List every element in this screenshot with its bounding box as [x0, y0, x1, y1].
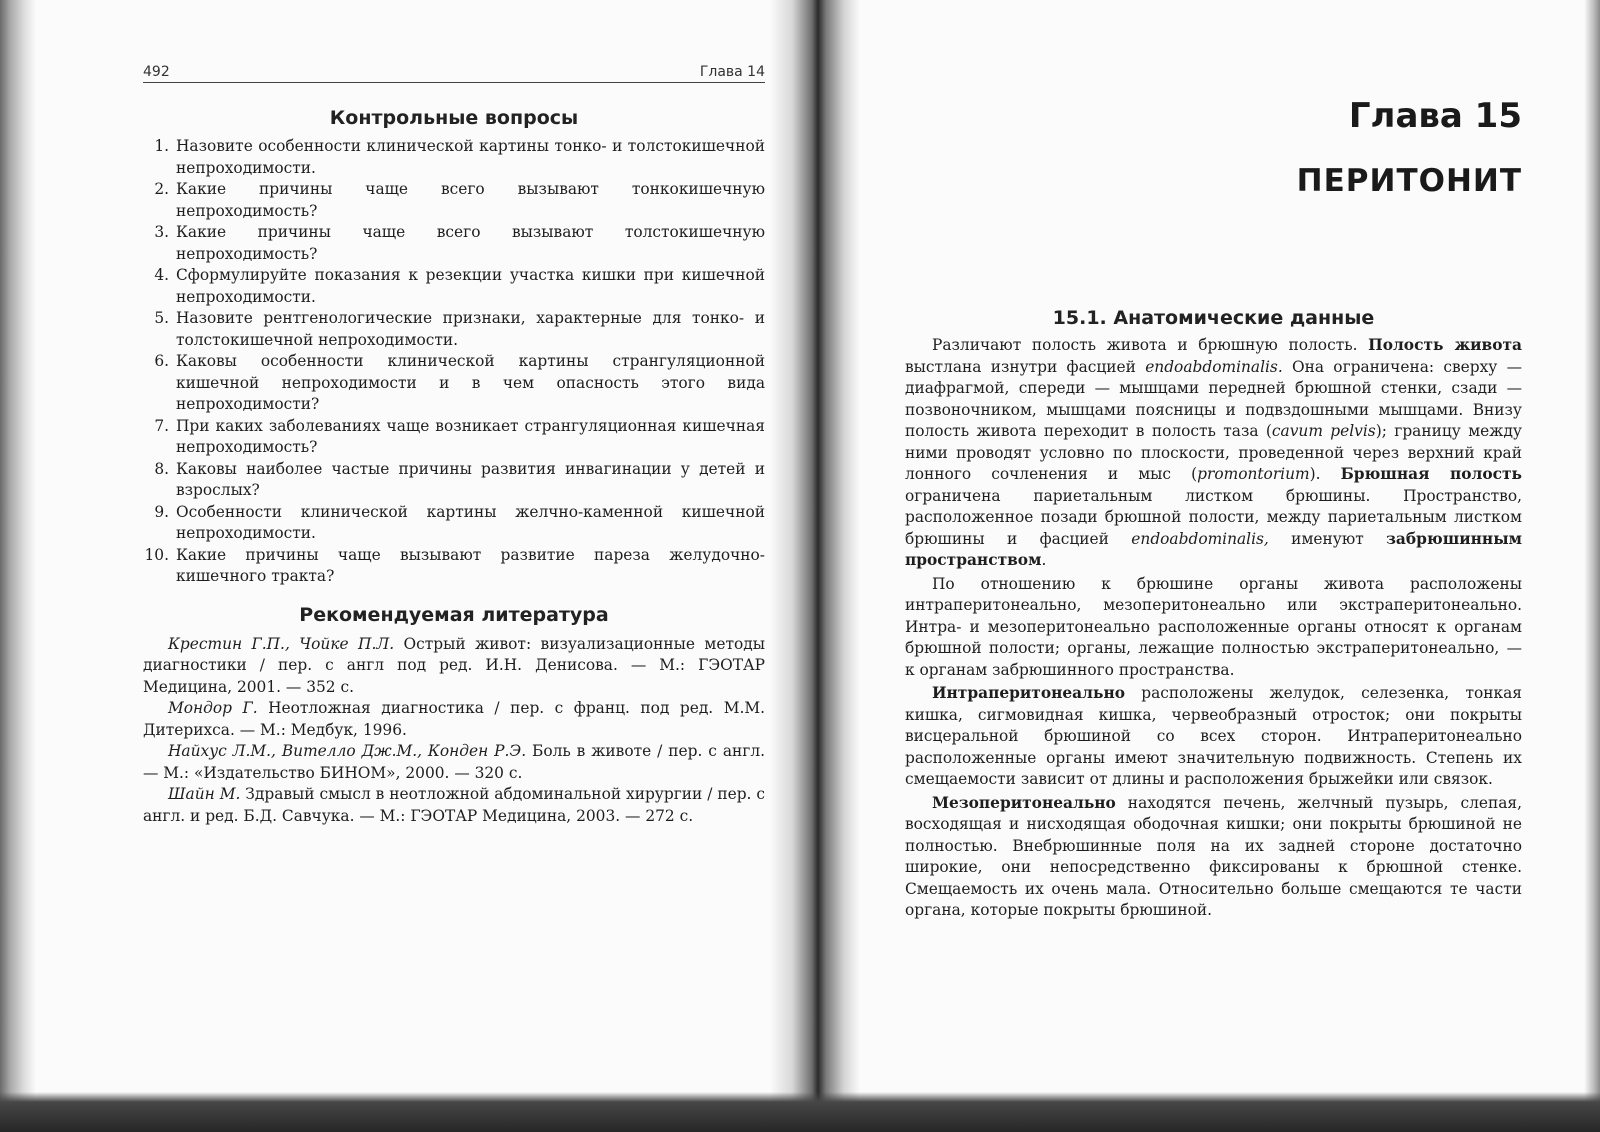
book-gutter-shadow	[770, 0, 860, 1132]
left-page	[143, 60, 765, 827]
latin-term: endoabdominalis.	[1145, 357, 1283, 376]
question-item	[143, 351, 765, 416]
question-number: 6.	[154, 352, 169, 370]
chapter-title: ПЕРИТОНИТ	[1296, 163, 1522, 199]
question-number: 5.	[154, 309, 169, 327]
latin-term: cavum pelvis	[1271, 422, 1376, 440]
reference-item	[143, 784, 765, 827]
section-body	[905, 335, 1522, 922]
text-run: По отношению к брюшине органы живота расположены интраперитонеально, мезоперитонеально или экстраперитонеально. Интра- и мезоперитонеально расположенные органы относят к органам брюшной полости; органы, лежащие полностью экстраперитонеально, — к органам забрюшинного пространства.	[905, 574, 1522, 679]
reference-item	[143, 698, 765, 741]
question-number: 3.	[154, 223, 169, 241]
reference-authors: Крестин Г.П., Чойке П.Л.	[168, 634, 395, 653]
questions-list	[143, 136, 765, 588]
page-edge-shadow-right	[1584, 0, 1600, 1132]
question-text: Какие причины чаще всего вызывают толстокишечную непроходимость?	[176, 223, 765, 263]
body-paragraph	[905, 683, 1522, 791]
question-number: 1.	[154, 137, 169, 155]
questions-heading: Контрольные вопросы	[329, 107, 579, 129]
latin-term: promontorium	[1197, 465, 1310, 483]
question-item	[143, 459, 765, 502]
reference-text: Острый живот: визуализационные методы диагностики / пер. с англ под ред. И.Н. Денисова. — М.: ГЭОТАР Медицина, 2001. — 352 с.	[143, 634, 766, 696]
body-paragraph	[905, 574, 1522, 682]
reference-authors: Найхус Л.М., Вителло Дж.М., Конден Р.Э.	[168, 742, 527, 760]
text-run: расположены желудок, селезенка, тонкая кишка, сигмовидная кишка, червеобразный отросток; они покрыты висцеральной брюшиной со всех сторон. Интраперитонеально расположенные органы имеют значительную подвижность. Степень их смещаемости зависит от длины и расположения брыжейки или связок.	[905, 684, 1522, 788]
bold-term: Брюшная полость	[1340, 465, 1522, 483]
question-item	[143, 502, 765, 545]
page-number: 492	[143, 64, 170, 80]
section-heading: 15.1. Анатомические данные	[1052, 307, 1375, 329]
bold-term: забрюшинным пространством	[905, 529, 1522, 569]
reference-item	[143, 741, 765, 784]
text-run: выстлана изнутри фасцией	[905, 357, 1146, 376]
question-text: Особенности клинической картины желчно-каменной кишечной непроходимости.	[176, 502, 765, 542]
question-number: 2.	[154, 180, 169, 198]
question-text: Назовите особенности клинической картины тонко- и толстокишечной непроходимости.	[176, 137, 765, 177]
reference-authors: Мондор Г.	[168, 699, 258, 717]
reference-text: Неотложная диагностика / пер. с франц. под ред. М.М. Дитерихса. — М.: Медбук, 1996.	[143, 699, 765, 739]
reference-item	[143, 634, 765, 699]
body-paragraph	[905, 793, 1522, 922]
question-text: Назовите рентгенологические признаки, характерные для тонко- и толстокишечной непроходимости.	[176, 309, 765, 349]
bold-term: Интраперитонеально	[932, 684, 1125, 702]
text-run: ).	[1309, 465, 1341, 483]
page-edge-shadow-left	[0, 0, 36, 1132]
question-number: 4.	[154, 266, 169, 284]
text-run: ограничена париетальным листком брюшины. Пространство, расположенное позади брюшной полости, между париетальным листком брюшины и фасцией	[905, 486, 1522, 548]
question-number: 7.	[154, 416, 169, 435]
scanner-bottom-edge	[0, 1092, 1600, 1132]
right-page	[905, 96, 1522, 924]
latin-term: endoabdominalis,	[1131, 529, 1269, 548]
reference-text: Здравый смысл в неотложной абдоминальной хирургии / пер. с англ. и ред. Б.Д. Савчука. — М.: ГЭОТАР Медицина, 2003. — 272 с.	[143, 785, 765, 825]
running-head-chapter: Глава 14	[699, 64, 765, 80]
text-run: Различают полость живота и брюшную полость.	[932, 336, 1369, 354]
running-head	[143, 60, 765, 83]
chapter-label: Глава 15	[1348, 96, 1522, 136]
references-list	[143, 634, 765, 828]
question-item	[143, 545, 765, 588]
question-item	[143, 416, 765, 459]
reference-authors: Шайн М.	[168, 785, 241, 803]
text-run: именуют	[1268, 529, 1387, 548]
question-text: Каковы особенности клинической картины странгуляционной кишечной непроходимости и в чем опасность этого вида непроходимости?	[176, 352, 765, 413]
bold-term: Полость живота	[1368, 336, 1522, 354]
bold-term: Мезоперитонеально	[932, 793, 1116, 812]
question-text: Какие причины чаще всего вызывают тонкокишечную непроходимость?	[176, 180, 765, 220]
body-paragraph	[905, 335, 1522, 572]
question-number: 8.	[154, 459, 169, 478]
question-text: Каковы наиболее частые причины развития инвагинации у детей и взрослых?	[176, 459, 765, 499]
literature-heading: Рекомендуемая литература	[299, 603, 609, 626]
text-run: ); границу между ними проводят условно по плоскости, проведенной через верхний край лонного сочленения и мыс (	[905, 422, 1522, 483]
question-number: 10.	[144, 545, 169, 564]
text-run: Она ограничена: сверху — диафрагмой, спереди — мышцами передней брюшной стенки, сзади — позвоночником, мышцами поясницы и подвздошными мышцами. Внизу полость живота переходит в полость таза (	[905, 357, 1522, 440]
reference-text: Боль в животе / пер. с англ.— М.: «Издательство БИНОМ», 2000. — 320 с.	[143, 742, 765, 782]
text-run: .	[1041, 551, 1047, 569]
question-item	[143, 179, 765, 222]
question-item	[143, 222, 765, 265]
question-item	[143, 308, 765, 351]
question-item	[143, 136, 765, 179]
question-number: 9.	[154, 502, 169, 521]
question-text: При каких заболеваниях чаще возникает странгуляционная кишечная непроходимость?	[176, 416, 765, 456]
question-text: Какие причины чаще вызывают развитие пареза желудочно-кишечного тракта?	[176, 545, 765, 585]
text-run: находятся печень, желчный пузырь, слепая, восходящая и нисходящая ободочная кишки; они покрыты брюшиной не полностью. Внебрюшинные поля на их задней стороне достаточно широкие, они непосредственно фиксированы к брюшной стенке. Смещаемость их очень мала. Относительно больше смещаются те части органа, которые покрыты брюшиной.	[905, 793, 1522, 919]
question-text: Сформулируйте показания к резекции участка кишки при кишечной непроходимости.	[176, 266, 765, 306]
question-item	[143, 265, 765, 308]
